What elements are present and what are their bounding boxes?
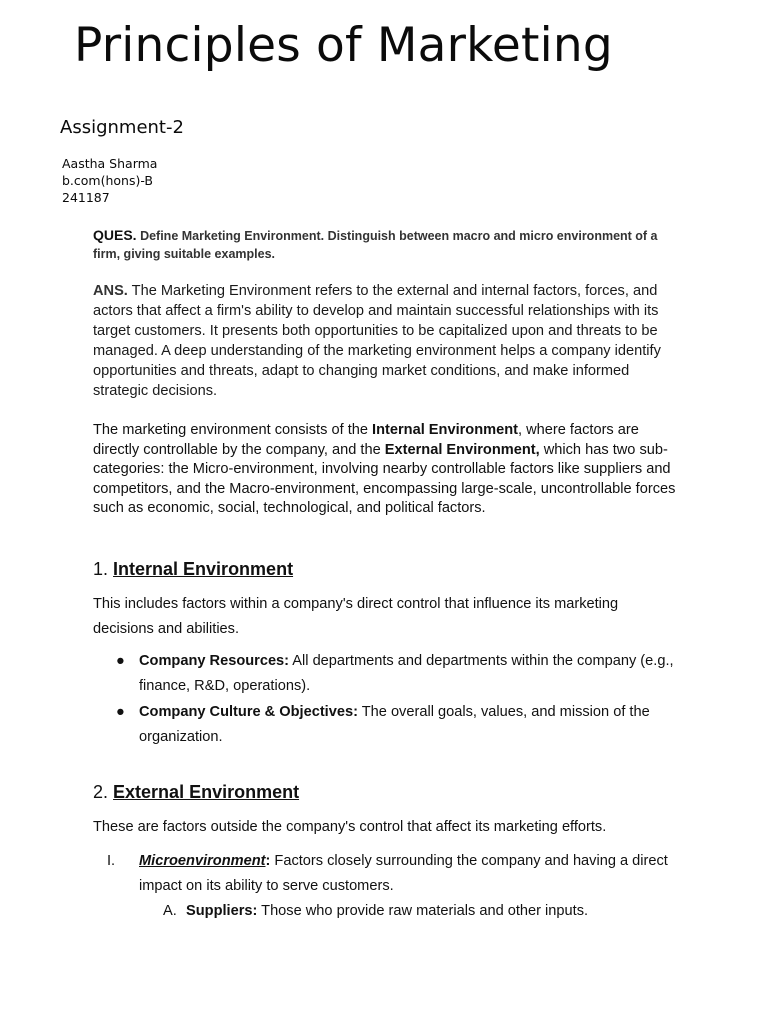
bullet-text: The overall goals, values, and mission of the organization.	[139, 703, 650, 745]
answer-text: The Marketing Environment refers to the external and internal factors, forces, and actors that affect a firm's ability to develop and maintain successful relationships with its target customers. It presents both opportunities to be capitalized upon and threats to be managed. A deep understanding of the marketing environment helps a company identify opportunities and threats, adapt to changing market conditions, and make informed strategic decisions.	[93, 283, 661, 399]
bullet-term: Company Culture & Objectives:	[139, 703, 358, 720]
question	[93, 226, 678, 263]
list-item-suppliers	[93, 899, 678, 924]
overview-text-2: , where factors are directly controllable by the company, and the	[93, 422, 639, 458]
overview-bold-external: External Environment,	[384, 441, 540, 458]
list-item-microenvironment	[93, 849, 678, 899]
overview-bold-internal: Internal Environment	[372, 422, 519, 438]
section-title: External Environment	[113, 781, 300, 802]
alpha-marker: A.	[163, 903, 177, 919]
bullet-term: Company Resources:	[139, 652, 290, 669]
question-text: Define Marketing Environment. Distinguish between macro and micro environment of a firm, giving suitable examples.	[93, 229, 658, 261]
item-colon: :	[265, 853, 271, 869]
internal-bullet-list	[93, 649, 678, 751]
item-text: Those who provide raw materials and other inputs.	[257, 903, 589, 919]
internal-intro: This includes factors within a company's direct control that influence its marketing decisions and abilities.	[93, 595, 619, 637]
section-number: 2.	[93, 781, 109, 802]
student-course: b.com(hons)-B	[62, 173, 154, 188]
overview-text-1: The marketing environment consists of the	[93, 422, 373, 438]
document-body	[93, 226, 678, 924]
student-name: Aastha Sharma	[62, 156, 158, 171]
bullet-icon: ●	[116, 703, 125, 720]
answer	[93, 281, 678, 401]
answer-label: ANS.	[93, 283, 128, 299]
page-title: Principles of Marketing	[74, 18, 613, 73]
external-intro: These are factors outside the company's control that affect its marketing efforts.	[93, 818, 607, 835]
roman-numeral: I.	[107, 853, 116, 869]
item-text: Factors closely surrounding the company and having a direct impact on its ability to serve customers.	[139, 853, 668, 894]
environment-overview	[93, 421, 678, 519]
item-term: Microenvironment	[139, 853, 266, 869]
list-item	[93, 649, 678, 700]
student-info	[62, 155, 158, 206]
assignment-subtitle: Assignment-2	[60, 117, 184, 138]
question-label: QUES.	[93, 227, 137, 243]
section-heading-internal	[93, 557, 678, 581]
section-heading-external	[93, 780, 678, 804]
section-number: 1.	[93, 558, 109, 579]
list-item	[93, 700, 678, 751]
item-term: Suppliers:	[186, 903, 258, 919]
section-title: Internal Environment	[113, 558, 294, 579]
student-roll: 241187	[62, 190, 110, 205]
bullet-icon: ●	[116, 652, 125, 669]
overview-text-3: which has two sub-categories: the Micro-environment, involving nearby controllable factors like suppliers and competitors, and the Macro-environment, encompassing large-scale, uncontrollable forces such as economic, social, technological, and political factors.	[93, 441, 676, 516]
bullet-text: All departments and departments within the company (e.g., finance, R&D, operations).	[139, 652, 674, 694]
